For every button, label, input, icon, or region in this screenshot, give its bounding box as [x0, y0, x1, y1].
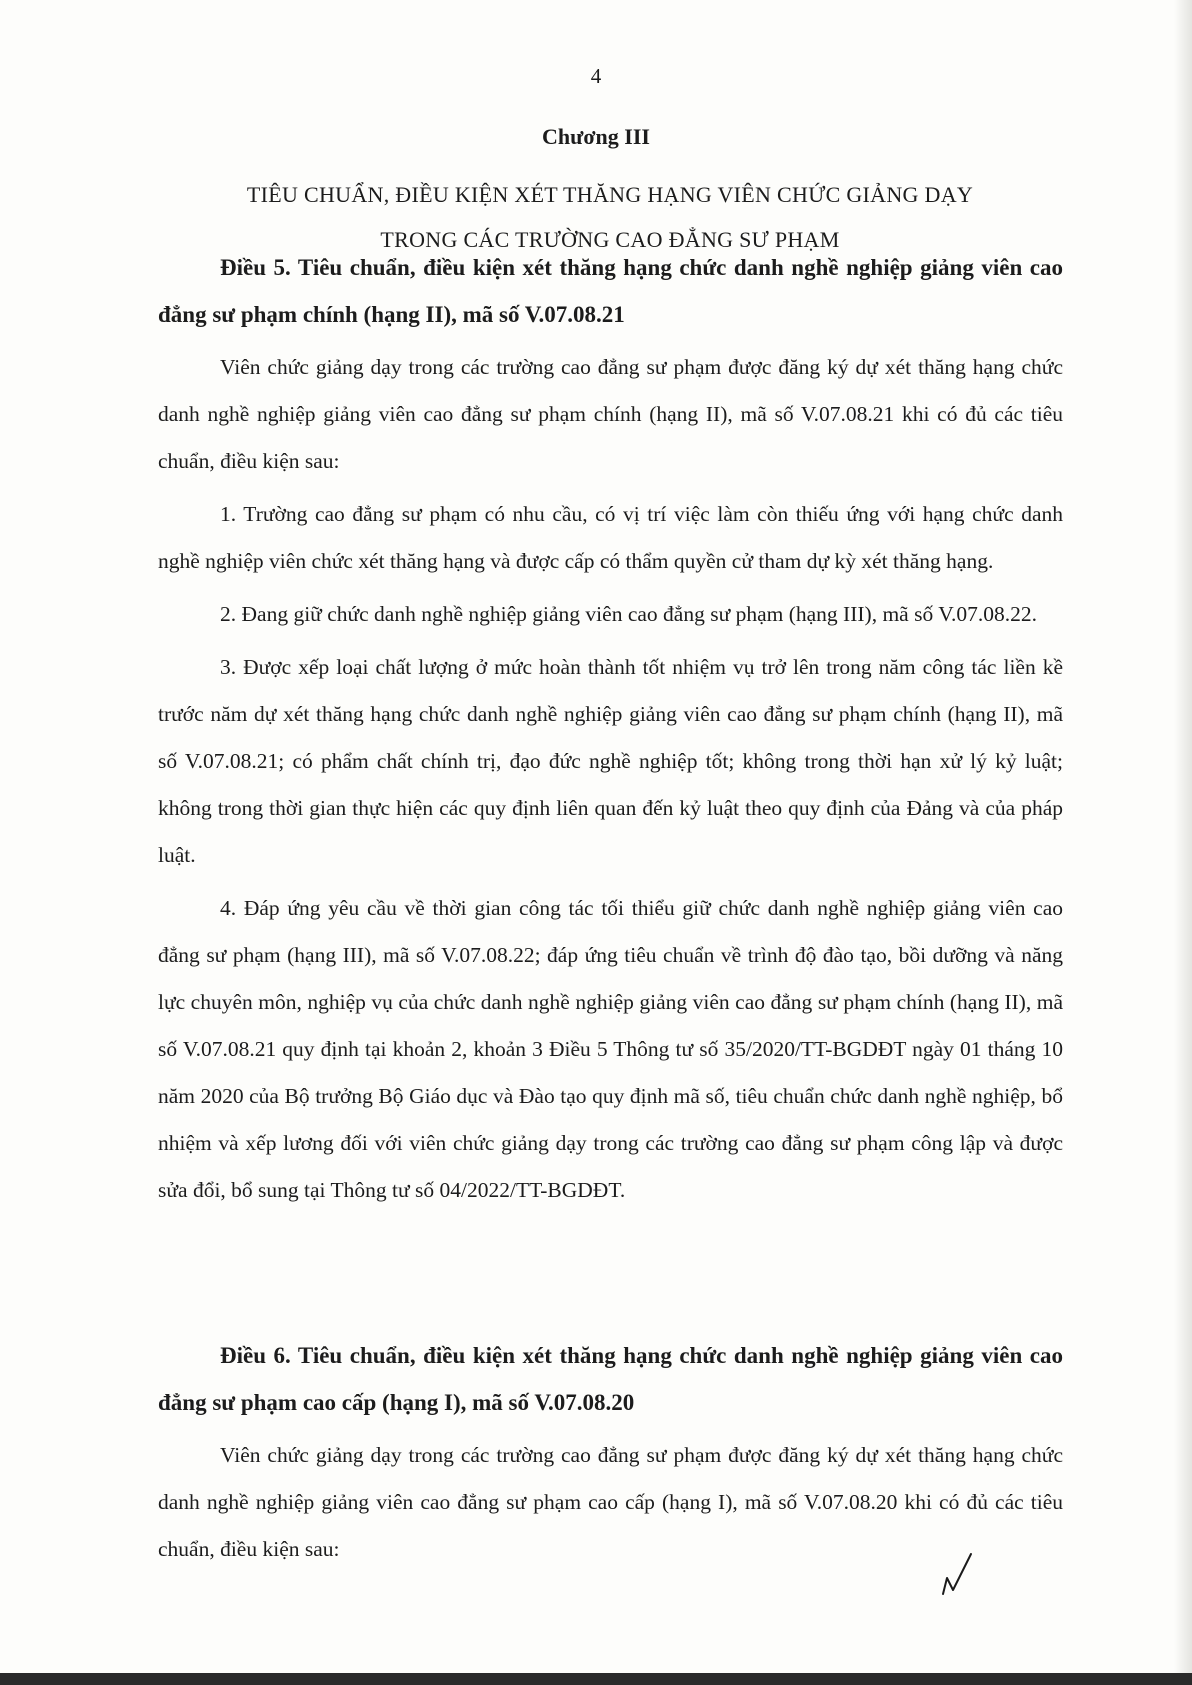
- article-5-heading: Điều 5. Tiêu chuẩn, điều kiện xét thăng hạng chức danh nghề nghiệp giảng viên cao đẳng sư phạm chính (hạng II), mã số V.07.08.21: [158, 255, 1063, 327]
- section-title-line-2: TRONG CÁC TRƯỜNG CAO ĐẲNG SƯ PHẠM: [380, 227, 840, 252]
- scan-edge-bottom: [0, 1673, 1192, 1685]
- article-5: [158, 244, 1063, 1214]
- article-5-item-1: 1. Trường cao đẳng sư phạm có nhu cầu, có vị trí việc làm còn thiếu ứng với hạng chức danh nghề nghiệp viên chức xét thăng hạng và được cấp có thẩm quyền cử tham dự kỳ xét thăng hạng.: [158, 502, 1063, 573]
- article-6: [158, 1332, 1063, 1573]
- article-6-heading: Điều 6. Tiêu chuẩn, điều kiện xét thăng hạng chức danh nghề nghiệp giảng viên cao đẳng sư phạm cao cấp (hạng I), mã số V.07.08.20: [158, 1343, 1063, 1415]
- article-5-item-2: 2. Đang giữ chức danh nghề nghiệp giảng viên cao đẳng sư phạm (hạng III), mã số V.07.08.22.: [220, 602, 1037, 626]
- chapter-title: Chương III: [542, 124, 650, 149]
- page-number: 4: [590, 64, 602, 88]
- section-title-line-1: TIÊU CHUẨN, ĐIỀU KIỆN XÉT THĂNG HẠNG VIÊN CHỨC GIẢNG DẠY: [246, 182, 974, 207]
- article-5-intro: Viên chức giảng dạy trong các trường cao đẳng sư phạm được đăng ký dự xét thăng hạng chức danh nghề nghiệp giảng viên cao đẳng sư phạm chính (hạng II), mã số V.07.08.21 khi có đủ các tiêu chuẩn, điều kiện sau:: [158, 355, 1063, 473]
- scan-edge-right: [1174, 0, 1192, 1685]
- article-6-intro: Viên chức giảng dạy trong các trường cao đẳng sư phạm được đăng ký dự xét thăng hạng chức danh nghề nghiệp giảng viên cao đẳng sư phạm cao cấp (hạng I), mã số V.07.08.20 khi có đủ các tiêu chuẩn, điều kiện sau:: [158, 1443, 1063, 1561]
- initial-signature-mark: [935, 1550, 975, 1600]
- article-5-item-4: 4. Đáp ứng yêu cầu về thời gian công tác tối thiểu giữ chức danh nghề nghiệp giảng viên cao đẳng sư phạm (hạng III), mã số V.07.08.22; đáp ứng tiêu chuẩn về trình độ đào tạo, bồi dưỡng và năng lực chuyên môn, nghiệp vụ của chức danh nghề nghiệp giảng viên cao đẳng sư phạm chính (hạng II), mã số V.07.08.21 quy định tại khoản 2, khoản 3 Điều 5 Thông tư số 35/2020/TT-BGDĐT ngày 01 tháng 10 năm 2020 của Bộ trưởng Bộ Giáo dục và Đào tạo quy định mã số, tiêu chuẩn chức danh nghề nghiệp, bổ nhiệm và xếp lương đối với viên chức giảng dạy trong các trường cao đẳng sư phạm công lập và được sửa đổi, bổ sung tại Thông tư số 04/2022/TT-BGDĐT.: [158, 896, 1063, 1202]
- article-5-item-3: 3. Được xếp loại chất lượng ở mức hoàn thành tốt nhiệm vụ trở lên trong năm công tác liền kề trước năm dự xét thăng hạng chức danh nghề nghiệp giảng viên cao đẳng sư phạm chính (hạng II), mã số V.07.08.21; có phẩm chất chính trị, đạo đức nghề nghiệp tốt; không trong thời hạn xử lý kỷ luật; không trong thời gian thực hiện các quy định liên quan đến kỷ luật theo quy định của Đảng và của pháp luật.: [158, 655, 1063, 867]
